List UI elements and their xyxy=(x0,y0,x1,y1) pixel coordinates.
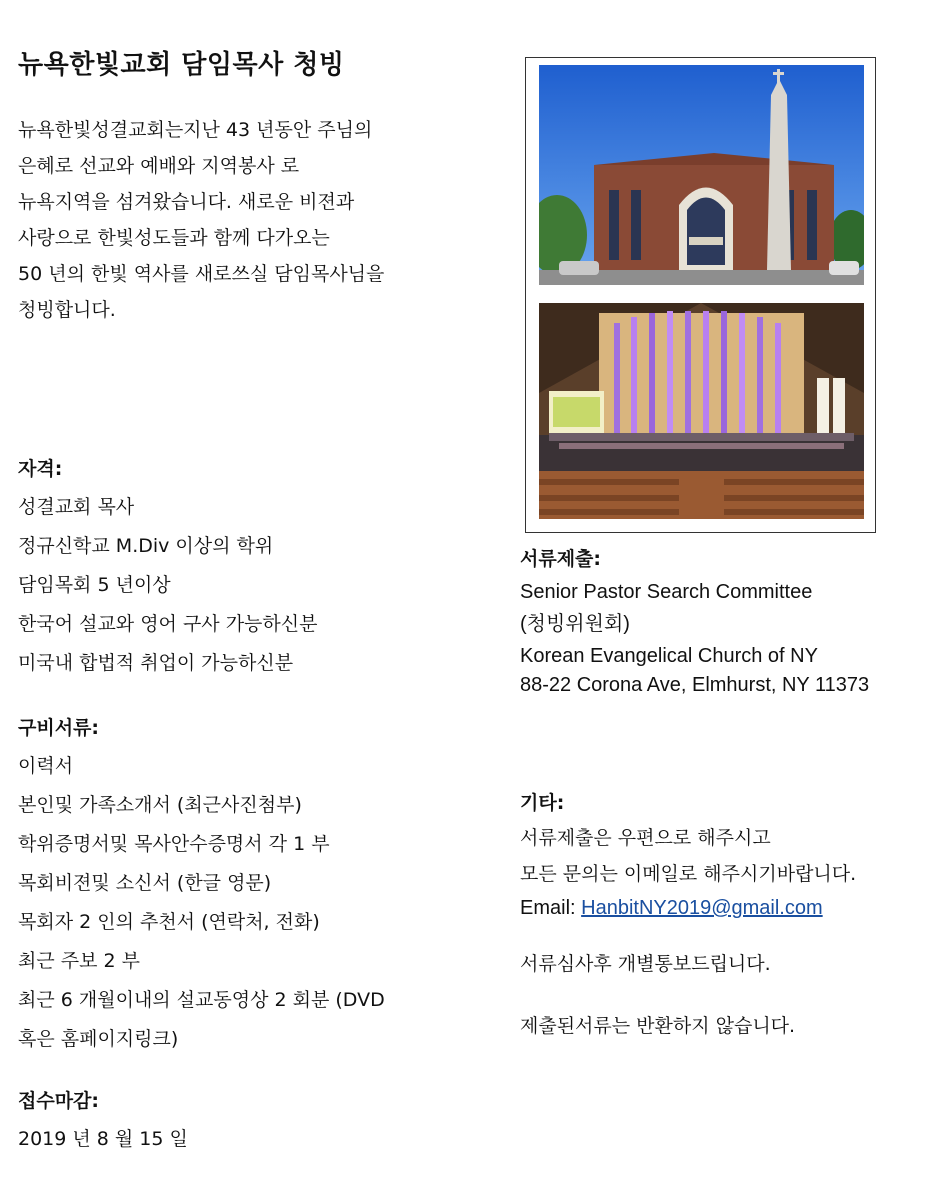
qualification-item: 정규신학교 M.Div 이상의 학위 xyxy=(18,535,274,557)
return-notice: 제출된서류는 반환하지 않습니다. xyxy=(520,1015,796,1037)
photo-frame xyxy=(525,57,876,533)
submission-section xyxy=(520,546,930,698)
congregation-photo xyxy=(539,303,864,519)
submission-address: 88-22 Corona Ave, Elmhurst, NY 11373 xyxy=(520,674,870,696)
church-exterior-photo xyxy=(539,65,864,285)
intro-paragraph xyxy=(18,112,478,328)
submission-line: Senior Pastor Search Committee xyxy=(520,581,813,603)
qualification-item: 성결교회 목사 xyxy=(18,496,135,518)
intro-line: 은혜로 선교와 예배와 지역봉사 로 xyxy=(18,155,300,177)
intro-line: 뉴욕지역을 섬겨왔습니다. 새로운 비젼과 xyxy=(18,191,355,213)
qualification-item: 담임목회 5 년이상 xyxy=(18,574,171,596)
email-link[interactable]: HanbitNY2019@gmail.com xyxy=(581,897,823,919)
submission-heading: 서류제출: xyxy=(520,548,602,570)
qualification-item: 미국내 합법적 취업이 가능하신분 xyxy=(18,652,294,674)
qualifications-heading: 자격: xyxy=(18,458,63,480)
intro-line: 뉴욕한빛성결교회는지난 43 년동안 주님의 xyxy=(18,119,373,141)
other-line: 모든 문의는 이메일로 해주시기바랍니다. xyxy=(520,863,857,885)
deadline-date: 2019 년 8 월 15 일 xyxy=(18,1128,188,1150)
email-label: Email: xyxy=(520,897,582,919)
review-notice: 서류심사후 개별통보드립니다. xyxy=(520,953,771,975)
other-heading: 기타: xyxy=(520,792,565,814)
intro-line: 사랑으로 한빛성도들과 함께 다가오는 xyxy=(18,227,330,249)
other-line: 서류제출은 우편으로 해주시고 xyxy=(520,827,771,849)
deadline-heading: 접수마감: xyxy=(18,1090,100,1112)
other-section xyxy=(520,790,930,1044)
submission-line: Korean Evangelical Church of NY xyxy=(520,645,818,667)
document-item: 최근 6 개월이내의 설교동영상 2 회분 (DVD xyxy=(18,989,385,1011)
document-item: 목회자 2 인의 추천서 (연락처, 전화) xyxy=(18,911,320,933)
document-item: 최근 주보 2 부 xyxy=(18,950,140,972)
submission-line: (청빙위원회) xyxy=(520,613,630,635)
email-row xyxy=(520,892,930,924)
page-title: 뉴욕한빛교회 담임목사 청빙 xyxy=(18,50,345,80)
deadline-section xyxy=(18,1088,488,1159)
document-item: 혹은 홈페이지링크) xyxy=(18,1028,179,1050)
document-item: 이력서 xyxy=(18,755,74,777)
document-item: 목회비젼및 소신서 (한글 영문) xyxy=(18,872,272,894)
intro-line: 청빙합니다. xyxy=(18,299,116,321)
intro-line: 50 년의 한빛 역사를 새로쓰실 담임목사님을 xyxy=(18,263,385,285)
documents-section xyxy=(18,715,488,1059)
documents-heading: 구비서류: xyxy=(18,717,100,739)
document-item: 본인및 가족소개서 (최근사진첨부) xyxy=(18,794,302,816)
qualification-item: 한국어 설교와 영어 구사 가능하신분 xyxy=(18,613,318,635)
document-item: 학위증명서및 목사안수증명서 각 1 부 xyxy=(18,833,330,855)
qualifications-section xyxy=(18,456,488,683)
